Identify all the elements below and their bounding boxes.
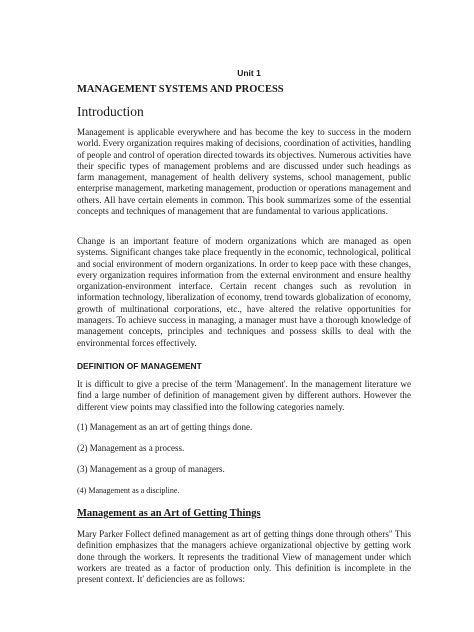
unit-label: Unit 1 [237, 68, 261, 78]
category-item-4: (4) Management as a discipline. [77, 486, 180, 495]
art-paragraph: Mary Parker Follect defined management as art of getting things done through others" This definition emphasizes that the managers achieve organizational objective by getting work done through the workers. It represents the traditional View of management under which workers are treated as a factor of production only. This definition is incomplete in the present context. It' deficiencies are as follows: [77, 529, 411, 585]
intro-paragraph-2: Change is an important feature of modern organizations which are managed as open systems. Significant changes take place frequently in the economic, technological, political and social environment of modern organizations. In order to keep pace with these changes, every organization requires information from the external environment and ensure healthy organization-environment interface. Certain recent changes such as revolution in information technology, liberalization of economy, trend towards globalization of economy, growth of multinational corporations, etc., have altered the relative opportunities for managers. To achieve success in managing, a manager must have a thorough knowledge of management concepts, principles and techniques and possess skills to deal with the environmental forces effectively. [77, 236, 411, 348]
category-item-2: (2) Management as a process. [77, 443, 185, 453]
definition-paragraph: It is difficult to give a precise of the term 'Management'. In the management literature we find a large number of definition of management given by different authors. However the different view points may classified into the following categories namely. [77, 379, 411, 412]
intro-paragraph-1: Management is applicable everywhere and has become the key to success in the modern world. Every organization requires making of decisions, coordination of activities, handling of people and control of operation directed towards its objectives. Numerous activities have their specific types of management problems and are discussed under such headings as farm management, management of health delivery systems, school management, public enterprise management, marketing management, production or operations management and others. All have certain elements in common. This book summarizes some of the essential concepts and techniques of management that are fundamental to various applications. [77, 127, 411, 217]
art-heading: Management as an Art of Getting Things [77, 508, 261, 519]
category-item-1: (1) Management as an art of getting things done. [77, 422, 253, 432]
category-item-3: (3) Management as a group of managers. [77, 464, 225, 474]
definition-heading: DEFINITION OF MANAGEMENT [77, 361, 202, 371]
introduction-heading: Introduction [77, 104, 144, 119]
document-title: MANAGEMENT SYSTEMS AND PROCESS [77, 84, 284, 95]
